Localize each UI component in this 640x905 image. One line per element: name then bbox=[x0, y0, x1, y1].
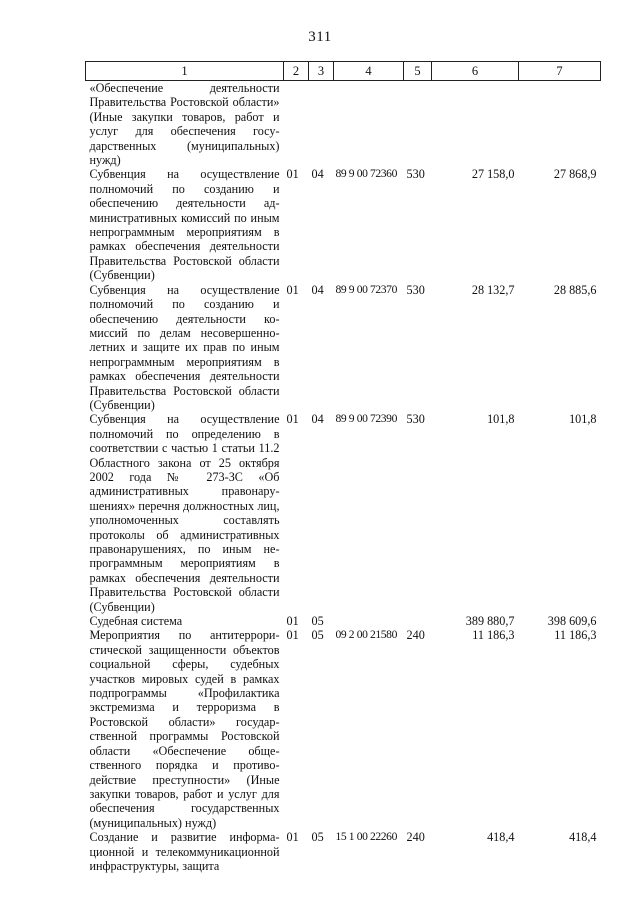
table-row bbox=[86, 81, 601, 168]
column-header-3: 3 bbox=[309, 62, 334, 81]
row-name: «Обеспечение деятельности Правительства Ростовской области» (Иные закупки товаров, работ и услуг для обеспечения государственных (муниципальных) нужд) bbox=[89, 81, 280, 168]
row-name: Создание и развитие информационной и телекоммуникационной инфраструктуры, защита bbox=[89, 830, 280, 873]
table-row bbox=[86, 628, 601, 830]
row-amount-2: 11 186,3 bbox=[554, 628, 597, 643]
row-amount-2: 27 868,9 bbox=[553, 167, 597, 182]
row-section: 01 bbox=[286, 282, 299, 297]
row-subsection bbox=[309, 81, 334, 168]
page-number: 311 bbox=[308, 29, 332, 45]
table-row bbox=[86, 167, 601, 282]
row-target-code bbox=[334, 614, 404, 628]
row-amount-1: 101,8 bbox=[487, 412, 515, 427]
table-row bbox=[86, 830, 601, 873]
row-section bbox=[284, 81, 309, 168]
row-amount-1: 11 186,3 bbox=[472, 628, 515, 643]
budget-table bbox=[85, 61, 601, 873]
row-target-code: 89 9 00 72390 bbox=[335, 412, 397, 426]
table-header-row bbox=[86, 62, 601, 81]
row-subsection: 05 bbox=[311, 830, 324, 845]
row-amount-1: 418,4 bbox=[487, 830, 515, 845]
row-expense-type: 240 bbox=[406, 628, 425, 643]
row-name: Субвенция на осуществление полномочий по определению в соответствии с частью 1 статьи 11.2 Областного закона от 25 октября 2002 года № 273-ЗС «Об административных правонарушениях» перечня должностных лиц, уполномоченных составлять протоколы об административных правонарушениях, по иным непрограммным мероприятиям в рамках обеспечения деятельности Правительства Ростовской области (Субвенции) bbox=[89, 412, 280, 614]
row-name: Субвенция на осуществление полномочий по созданию и обеспечению деятельности комиссий по делам несовершеннолетних и защите их прав по иным непрограммным мероприятиям в рамках обеспечения деятельности Правительства Ростовской области (Субвенции) bbox=[89, 282, 280, 412]
row-expense-type bbox=[404, 614, 432, 628]
column-header-2: 2 bbox=[284, 62, 309, 81]
row-section: 01 bbox=[286, 830, 299, 845]
column-header-4: 4 bbox=[334, 62, 404, 81]
row-expense-type: 530 bbox=[406, 412, 425, 427]
row-amount-1 bbox=[432, 81, 519, 168]
row-section: 01 bbox=[286, 614, 299, 629]
column-header-7: 7 bbox=[519, 62, 601, 81]
row-name: Субвенция на осуществление полномочий по созданию и обеспечению деятельности административных комиссий по иным непрограммным мероприятиям в рамках обеспечения деятельности Правительства Ростовской области (Субвенции) bbox=[89, 167, 280, 283]
row-amount-1: 389 880,7 bbox=[465, 614, 515, 629]
row-expense-type: 530 bbox=[406, 167, 425, 182]
column-header-6: 6 bbox=[432, 62, 519, 81]
table-row bbox=[86, 412, 601, 614]
row-expense-type: 240 bbox=[406, 830, 425, 845]
row-section: 01 bbox=[286, 412, 299, 427]
table-row bbox=[86, 283, 601, 413]
row-target-code: 89 9 00 72360 bbox=[335, 167, 397, 181]
row-expense-type: 530 bbox=[406, 282, 425, 297]
row-amount-1: 27 158,0 bbox=[471, 167, 515, 182]
row-name: Судебная система bbox=[89, 614, 183, 629]
row-section: 01 bbox=[286, 167, 299, 182]
row-target-code: 09 2 00 21580 bbox=[335, 628, 397, 642]
row-name: Мероприятия по антитеррористической защищенности объектов социальной сферы, судебных участков мировых судей в рамках подпрограммы «Профилактика экстремизма и терроризма в Ростовской области» государственной программы Ростовской области «Обеспечение общественного порядка и противодействие преступности» (Иные закупки товаров, работ и услуг для обеспечения государственных (муниципальных) нужд) bbox=[89, 628, 280, 830]
row-subsection: 04 bbox=[311, 282, 324, 297]
row-amount-2: 101,8 bbox=[569, 412, 597, 427]
column-header-5: 5 bbox=[404, 62, 432, 81]
row-subsection: 05 bbox=[311, 628, 324, 643]
row-subsection: 04 bbox=[311, 167, 324, 182]
table-row bbox=[86, 614, 601, 628]
row-amount-2: 398 609,6 bbox=[547, 614, 597, 629]
row-target-code: 89 9 00 72370 bbox=[335, 282, 397, 296]
row-expense-type bbox=[404, 81, 432, 168]
row-amount-2 bbox=[519, 81, 601, 168]
row-amount-2: 28 885,6 bbox=[553, 282, 597, 297]
row-subsection: 04 bbox=[311, 412, 324, 427]
row-target-code bbox=[334, 81, 404, 168]
row-amount-2: 418,4 bbox=[569, 830, 597, 845]
row-amount-1: 28 132,7 bbox=[471, 282, 515, 297]
row-target-code: 15 1 00 22260 bbox=[335, 830, 397, 844]
column-header-1: 1 bbox=[86, 62, 284, 81]
row-subsection: 05 bbox=[311, 614, 324, 629]
row-section: 01 bbox=[286, 628, 299, 643]
